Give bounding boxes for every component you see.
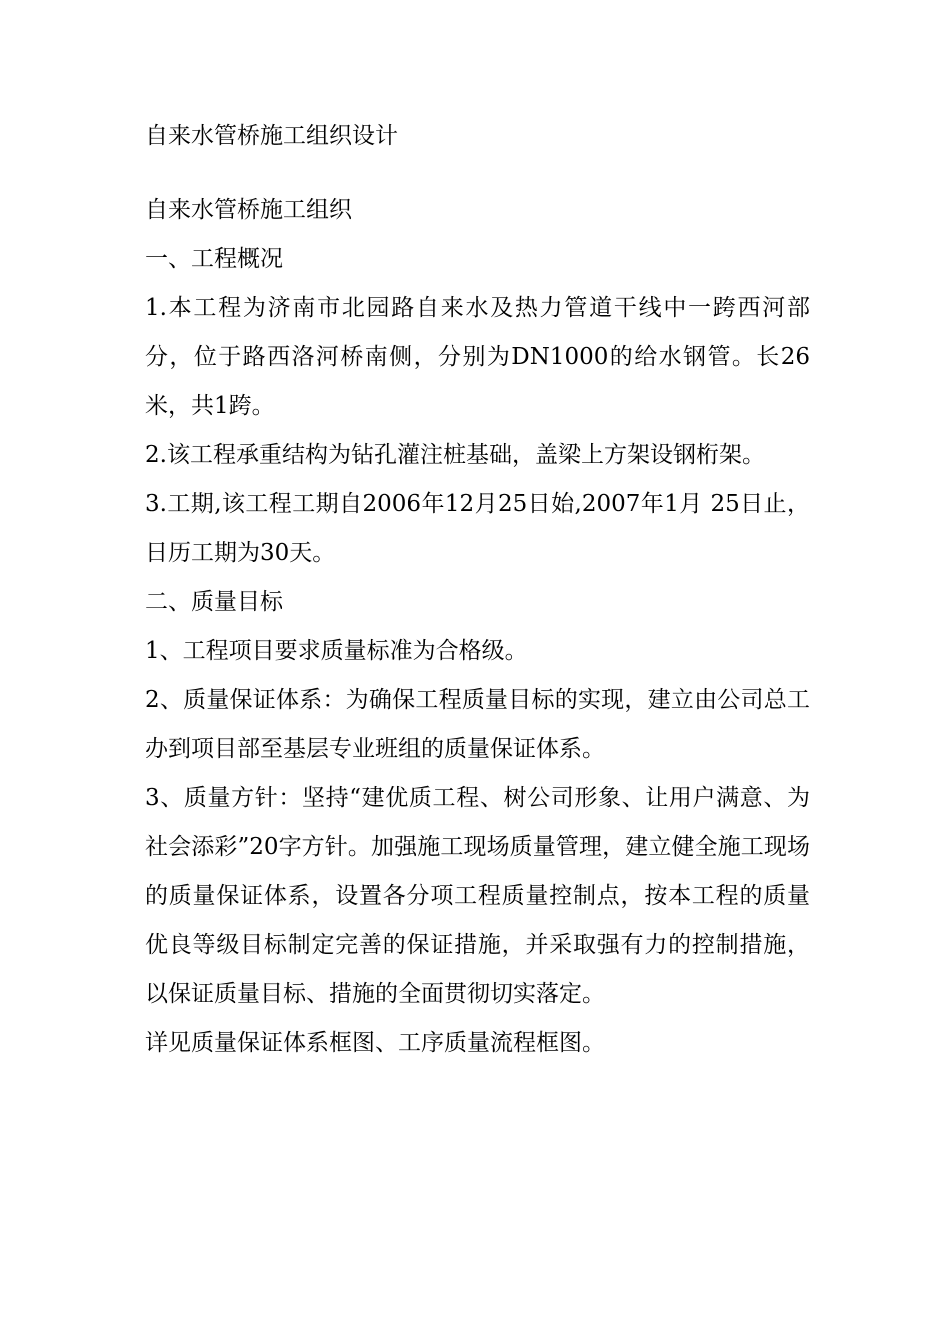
document-page bbox=[145, 112, 810, 1068]
overview-item-3: 3.工期,该工程工期自2006年12月25日始,2007年1月 25日止，日历工期为30天。 bbox=[145, 491, 810, 566]
quality-item-2: 2、质量保证体系：为确保工程质量目标的实现，建立由公司总工办到项目部至基层专业班组的质量保证体系。 bbox=[145, 687, 810, 762]
overview-item-1: 1.本工程为济南市北园路自来水及热力管道干线中一跨西河部分，位于路西洛河桥南侧，分别为DN1000的给水钢管。长26米，共1跨。 bbox=[145, 295, 810, 419]
quality-item-3: 3、质量方针：坚持“建优质工程、树公司形象、让用户满意、为社会添彩”20字方针。加强施工现场质量管理，建立健全施工现场的质量保证体系，设置各分项工程质量控制点，按本工程的质量优良等级目标制定完善的保证措施，并采取强有力的控制措施，以保证质量目标、措施的全面贯彻切实落定。 bbox=[145, 785, 810, 1007]
section-heading-overview: 一、工程概况 bbox=[145, 246, 283, 272]
section-heading-quality: 二、质量目标 bbox=[145, 589, 283, 615]
overview-item-2: 2.该工程承重结构为钻孔灌注桩基础，盖梁上方架设钢桁架。 bbox=[145, 442, 765, 468]
document-title: 自来水管桥施工组织设计 bbox=[145, 123, 398, 149]
subtitle-paragraph: 自来水管桥施工组织 bbox=[145, 197, 352, 223]
quality-item-1: 1、工程项目要求质量标准为合格级。 bbox=[145, 638, 528, 664]
reference-note: 详见质量保证体系框图、工序质量流程框图。 bbox=[145, 1030, 605, 1056]
